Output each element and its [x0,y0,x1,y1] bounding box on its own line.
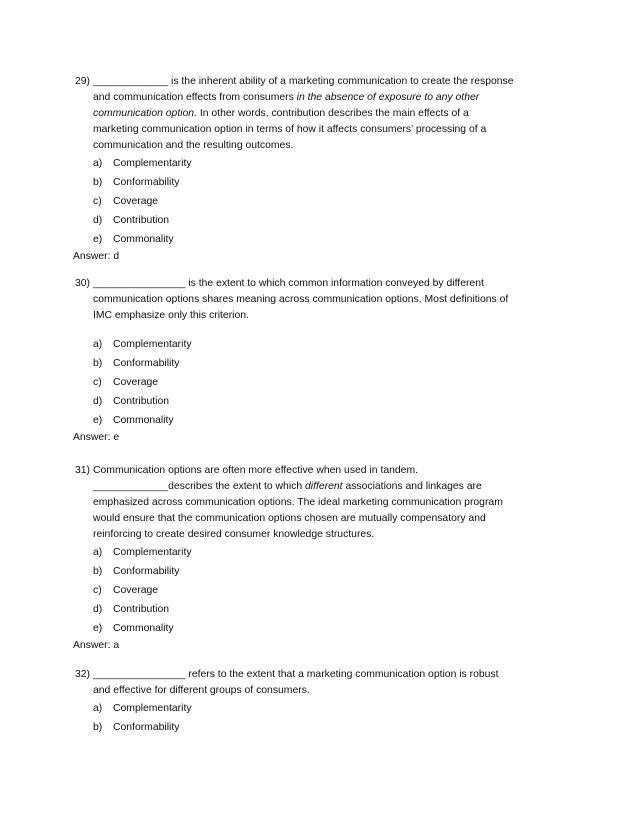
question-stem [75,276,575,292]
option-item: e) Commonality [93,623,174,634]
stem-line: _____________describes the extent to which different associations and linkages are [93,481,482,492]
option-item: e) Commonality [93,234,174,245]
answer-line: Answer: d [73,251,120,262]
answer-line: Answer: e [73,432,120,443]
option-item: b) Conformability [93,722,180,733]
option-item: d) Contribution [93,215,170,226]
option-item: c) Coverage [93,585,159,596]
options-list [75,543,575,638]
question-29 [75,74,575,265]
question-number: 32) [75,669,91,680]
stem-text: Communication options are often more effective when used in tandem. [93,465,418,476]
option-item: c) Coverage [93,377,159,388]
stem-text: is the inherent ability of a marketing communication to create the response [168,76,514,87]
question-30 [75,276,575,446]
question-32 [75,667,575,737]
option-item: a) Complementarity [93,703,192,714]
question-stem [75,74,575,90]
option-item: b) Conformability [93,566,180,577]
stem-text: refers to the extent that a marketing communication option is robust [185,669,499,680]
question-number: 29) [75,76,91,87]
question-stem [75,667,575,683]
stem-line: communication options shares meaning across communication options. Most definitions of [93,294,509,305]
option-item: a) Complementarity [93,339,192,350]
stem-line: communication and the resulting outcomes. [93,140,294,151]
options-list [75,335,575,430]
blank: ________________ [93,278,186,289]
blank: ________________ [93,669,186,680]
stem-line: and communication effects from consumers in the absence of exposure to any other [93,92,480,103]
stem-text: is the extent to which common information conveyed by different [185,278,484,289]
option-item: d) Contribution [93,604,170,615]
option-item: a) Complementarity [93,158,192,169]
question-number: 30) [75,278,91,289]
stem-line: would ensure that the communication options chosen are mutually compensatory and [93,513,486,524]
answer-line: Answer: a [73,640,120,651]
question-number: 31) [75,465,91,476]
option-item: a) Complementarity [93,547,192,558]
option-item: d) Contribution [93,396,170,407]
stem-line: IMC emphasize only this criterion. [93,310,249,321]
options-list [75,699,575,737]
option-item: b) Conformability [93,177,180,188]
option-item: b) Conformability [93,358,180,369]
blank: _____________ [93,481,169,492]
stem-line: communication option. In other words, contribution describes the main effects of a [93,108,469,119]
stem-line: marketing communication option in terms of how it affects consumers’ processing of a [93,124,487,135]
blank: _____________ [93,76,169,87]
question-31 [75,463,575,654]
options-list [75,154,575,249]
stem-line: reinforcing to create desired consumer knowledge structures. [93,529,375,540]
stem-line: emphasized across communication options. The ideal marketing communication program [93,497,503,508]
stem-line: and effective for different groups of consumers. [93,685,310,696]
question-stem [75,463,575,479]
option-item: e) Commonality [93,415,174,426]
option-item: c) Coverage [93,196,159,207]
